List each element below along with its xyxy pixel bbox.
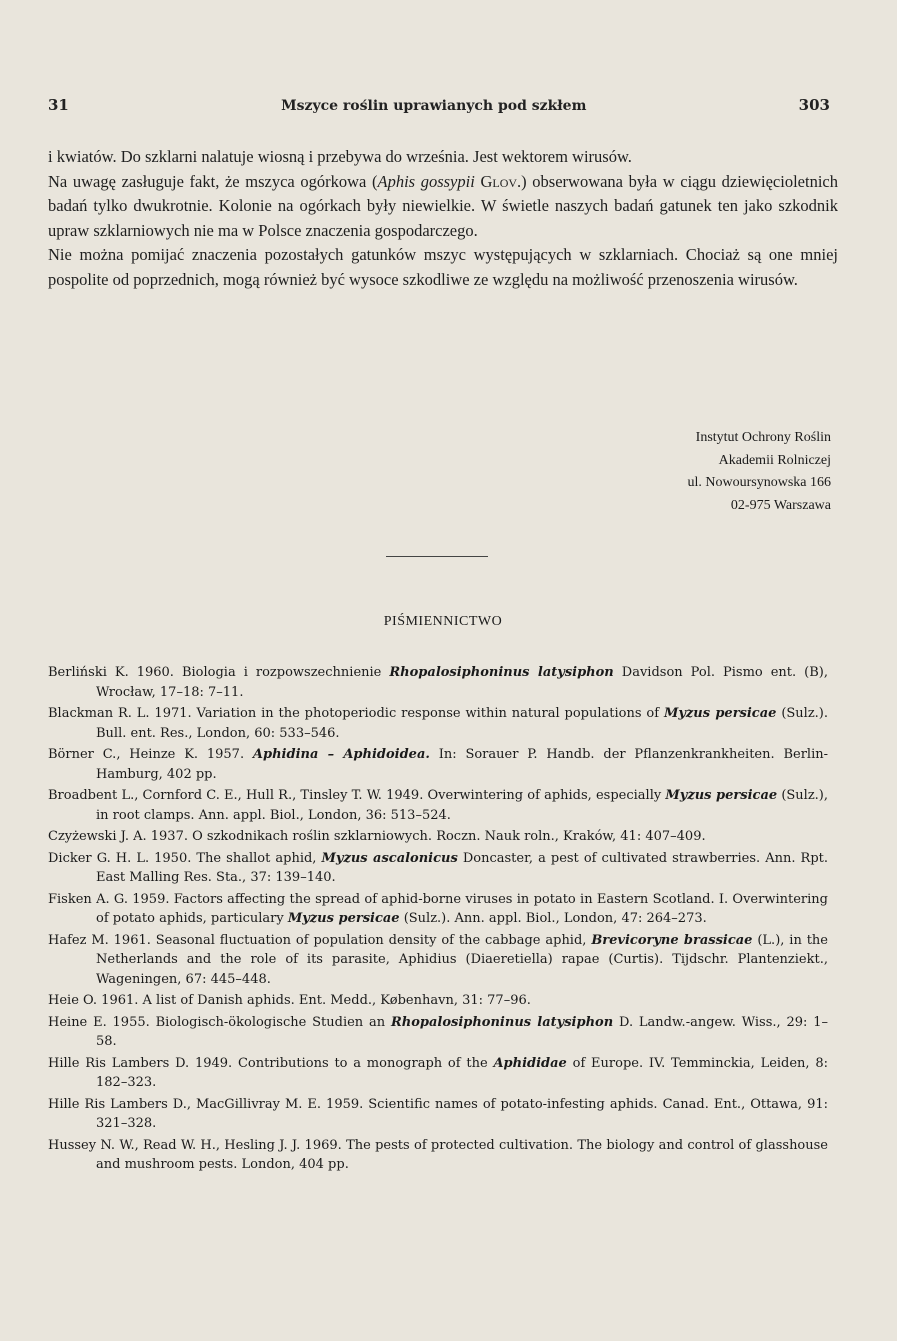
reference-text: Dicker G. H. L. 1950. The shallot aphid, (48, 850, 322, 866)
paragraph-3: Nie można pomijać znaczenia pozostałych gatunków mszyc występujących w szklarniach. Chociaż są one mniej pospolite od poprzednich, mogą również być wysoce szkodliwe ze względu na możliwość przenoszenia wirusów. (48, 245, 838, 289)
affiliation-line-4: 02-975 Warszawa (730, 497, 831, 513)
reference-text: Heie O. 1961. A list of Danish aphids. Ent. Medd., København, 31: 77–96. (48, 993, 531, 1008)
reference-species: Rhopalosiphoninus latysiphon (390, 1014, 614, 1030)
page-number-left: 31 (48, 96, 69, 114)
reference-item (48, 1095, 828, 1134)
reference-source: D. Landw.-angew. Wiss., 29: 1–58. (96, 1014, 829, 1049)
reference-text: Hussey N. W., Read W. H., Hesling J. J. 1969. The pests of protected cultivation. The biology and control of glasshouse and mushroom pests. London, 404 pp. (48, 1137, 828, 1172)
species-author: Glov. (480, 171, 522, 191)
reference-text: Hille Ris Lambers D., MacGillivray M. E. 1959. Scientific names of potato-infesting aphids. Canad. Ent., Ottawa, 91: 321–328. (48, 1096, 828, 1131)
reference-item (48, 1136, 828, 1175)
reference-item (48, 704, 828, 743)
reference-source: Doncaster, a pest of cultivated strawberries. Ann. Rpt. East Malling Res. Sta., 37: 139–140. (96, 850, 828, 885)
section-divider (386, 556, 488, 557)
species-name: Aphis gossypii (377, 171, 475, 191)
reference-source: In: Sorauer P. Handb. der Pflanzenkrankheiten. Berlin-Hamburg, 402 pp. (96, 747, 828, 782)
references-list (48, 663, 828, 1177)
reference-source: of Europe. IV. Temminckia, Leiden, 8: 182–323. (96, 1055, 829, 1090)
reference-text: Heine E. 1955. Biologisch-ökologische Studien an (48, 1014, 391, 1030)
reference-item (48, 786, 828, 825)
reference-text: Berliński K. 1960. Biologia i rozpowszechnienie (48, 665, 390, 680)
references-title: PIŚMIENNICTWO (383, 614, 503, 629)
paragraph-1: i kwiatów. Do szklarni nalatuje wiosną i przebywa do września. Jest wektorem wirusów. (48, 147, 632, 166)
reference-item (48, 1054, 828, 1093)
reference-text: Hille Ris Lambers D. 1949. Contributions to a monograph of the (48, 1055, 494, 1071)
reference-item (48, 1013, 828, 1052)
reference-source: (Sulz.). Bull. ent. Res., London, 60: 533–546. (96, 706, 829, 741)
affiliation-line-3: ul. Nowoursynowska 166 (687, 475, 831, 490)
paragraph-2 (48, 170, 838, 244)
reference-source: (Sulz.). Ann. appl. Biol., London, 47: 264–273. (399, 911, 707, 926)
affiliation-line-1: Instytut Ochrony Roślin (695, 430, 831, 445)
reference-source: (L.), in the Netherlands and the role of its parasite, Aphidius (Diaeretiella) rapae (Curtis). Tijdschr. Plantenziekt., Wageningen, 67: 445–448. (96, 932, 828, 987)
reference-text: Börner C., Heinze K. 1957. (48, 747, 253, 762)
affiliation-line-2: Akademii Rolniczej (718, 452, 831, 468)
body-text (48, 145, 838, 292)
paragraph-2-start: Na uwagę zasługuje fakt, że mszyca ogórkowa ( (48, 171, 378, 191)
reference-text: Czyżewski J. A. 1937. O szkodnikach roślin szklarniowych. Roczn. Nauk roln., Kraków, 41: 407–409. (48, 829, 706, 844)
reference-species: Myzus ascalonicus (321, 850, 458, 866)
reference-text: Broadbent L., Cornford C. E., Hull R., Tinsley T. W. 1949. Overwintering of aphids, especially (48, 788, 666, 803)
page-number-right: 303 (798, 96, 830, 114)
reference-item (48, 991, 828, 1011)
reference-source: (Sulz.), in root clamps. Ann. appl. Biol., London, 36: 513–524. (96, 788, 829, 823)
reference-item (48, 827, 828, 847)
reference-text: Blackman R. L. 1971. Variation in the photoperiodic response within natural populations of (48, 706, 664, 721)
running-title: Mszyce roślin uprawianych pod szkłem (281, 98, 587, 114)
reference-species: Rhopalosiphoninus latysiphon (389, 665, 614, 680)
reference-source: Davidson Pol. Pismo ent. (B), Wrocław, 17–18: 7–11. (96, 665, 829, 700)
reference-text: Fisken A. G. 1959. Factors affecting the spread of aphid-borne viruses in potato in Eastern Scotland. I. Overwintering of potato aphids, particulary (48, 891, 828, 926)
reference-species: Myzus persicae (665, 788, 778, 803)
reference-species: Brevicoryne brassicae (591, 932, 753, 948)
author-affiliation (545, 427, 831, 517)
reference-item (48, 849, 828, 888)
reference-species: Aphidina – Aphidoidea. (252, 747, 430, 762)
running-header (48, 96, 830, 114)
paragraph-2-end: ) obserwowana była w ciągu dziewięcioletnich badań tylko dwukrotnie. Kolonie na ogórkach były niewielkie. W świetle naszych badań gatunek ten jako szkodnik upraw szklarniowych nie ma w Polsce znaczenia gospodarczego. (48, 171, 838, 240)
reference-text: Hafez M. 1961. Seasonal fluctuation of population density of the cabbage aphid, (48, 932, 592, 948)
reference-item (48, 663, 828, 702)
reference-species: Aphididae (493, 1055, 567, 1071)
reference-item (48, 931, 828, 990)
reference-item (48, 745, 828, 784)
reference-species: Myzus persicae (663, 706, 777, 721)
reference-species: Myzus persicae (287, 911, 400, 926)
reference-item (48, 890, 828, 929)
